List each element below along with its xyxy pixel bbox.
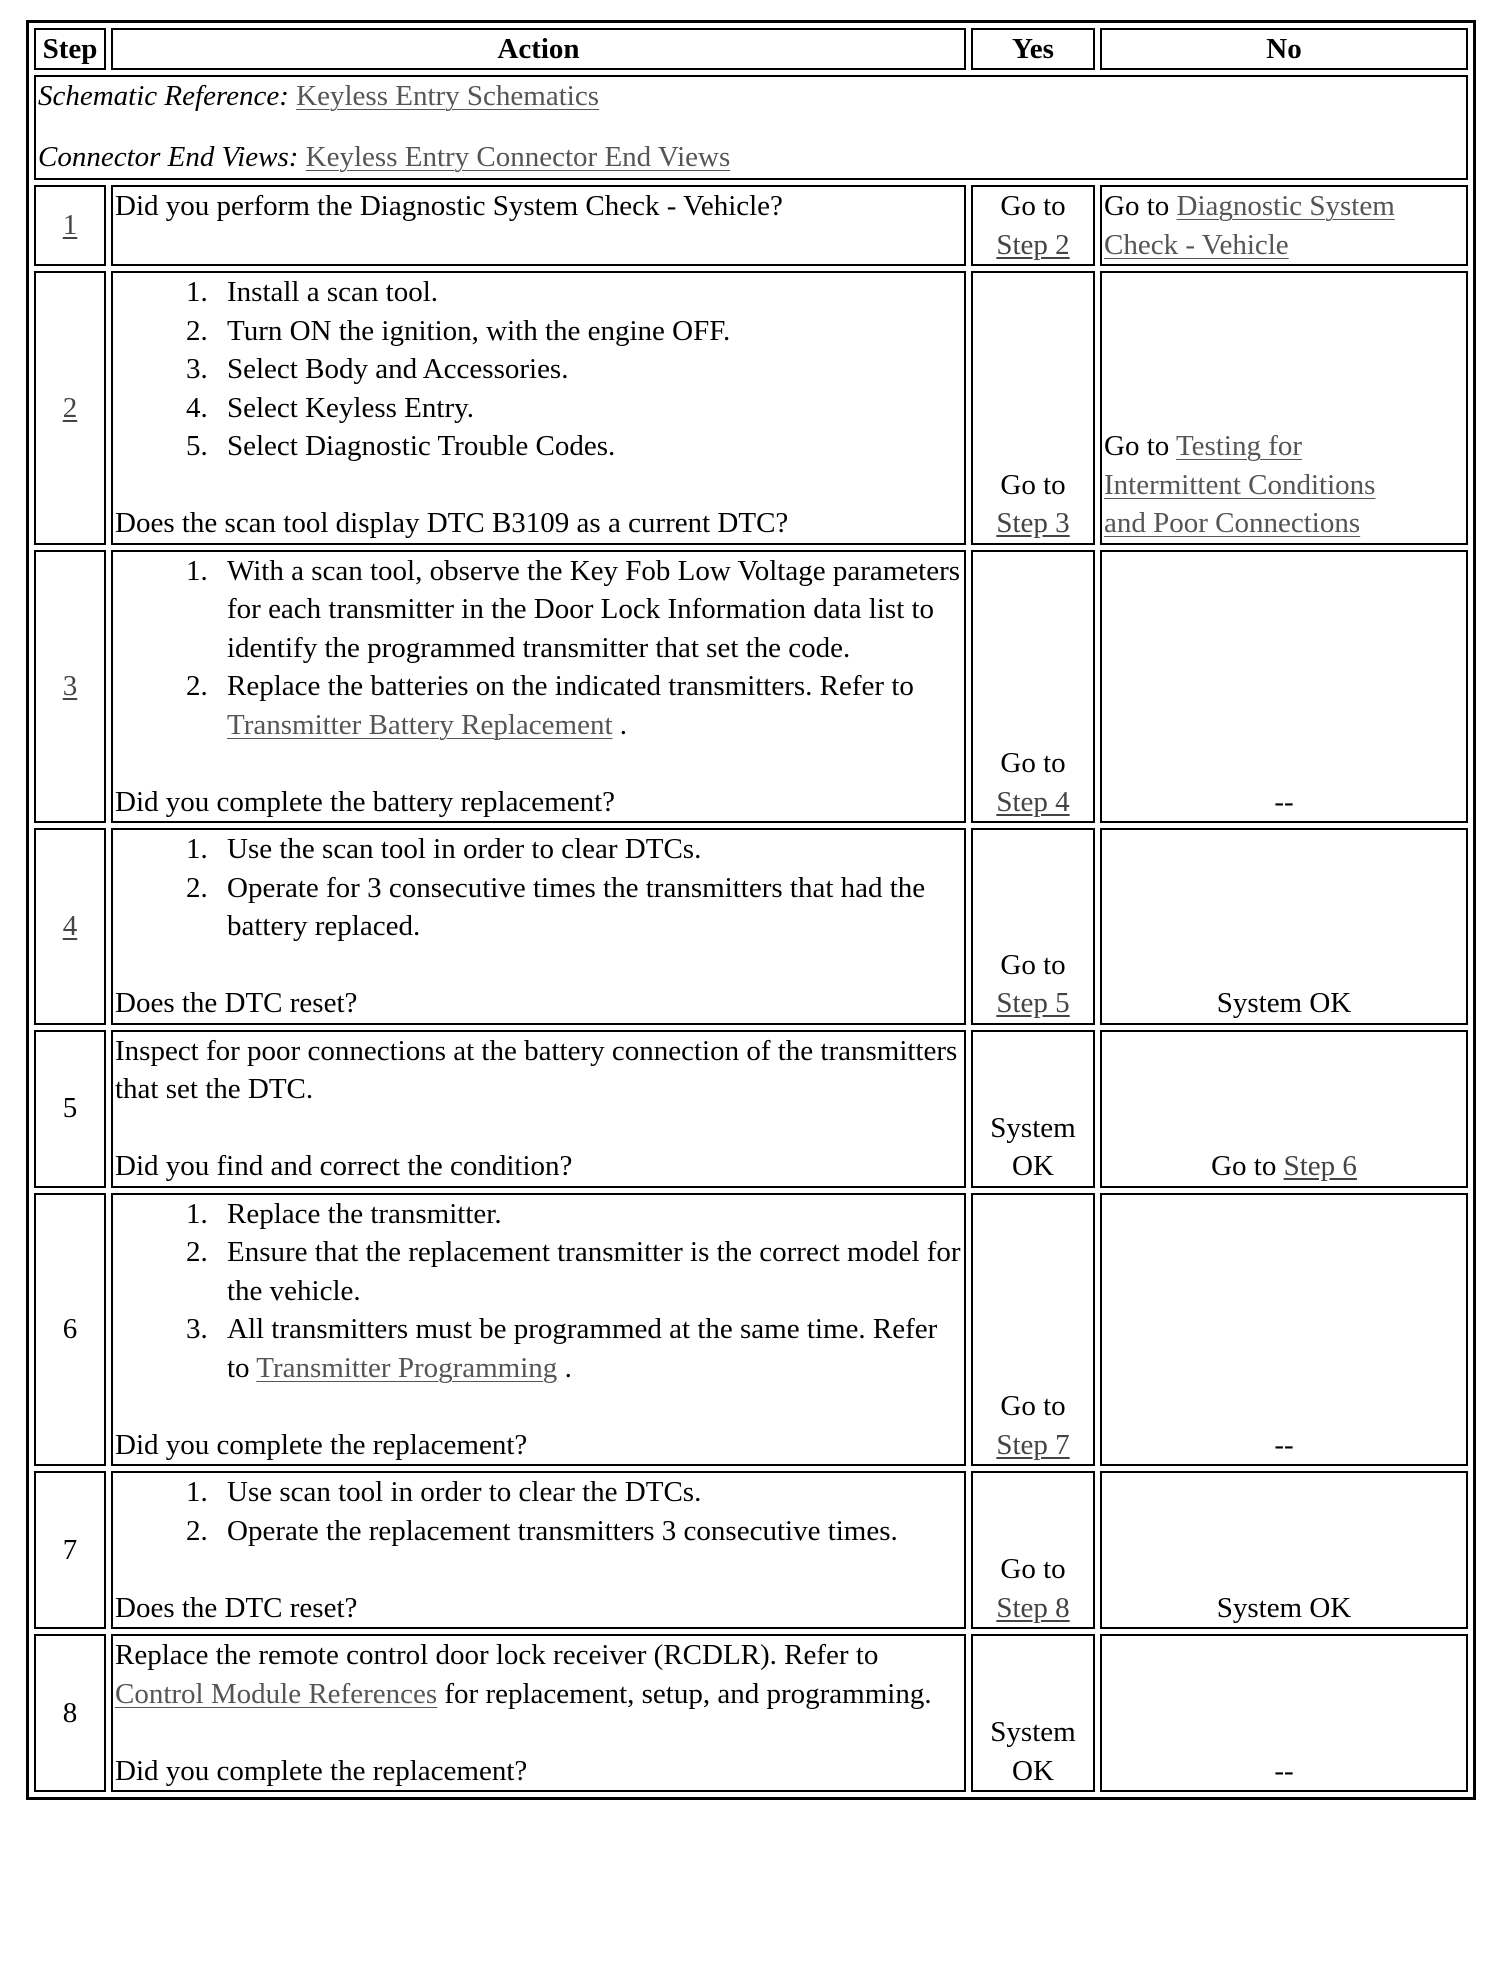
go-to-step-3-link[interactable]: Step 3 (996, 507, 1070, 539)
table-row (34, 271, 1468, 545)
transmitter-battery-replacement-link[interactable]: Transmitter Battery Replacement (227, 708, 613, 741)
connector-end-views-label: Connector End Views: (38, 140, 299, 173)
list-item-text: Replace the batteries on the indicated transmitters. Refer to (227, 670, 914, 702)
action-cell (111, 1634, 966, 1792)
action-text-start: Replace the remote control door lock receiver (RCDLR). Refer to (115, 1639, 879, 1671)
question-text: Did you find and correct the condition? (115, 1150, 573, 1182)
no-cell: -- (1100, 1193, 1468, 1467)
diagnostic-system-check-link[interactable]: Diagnostic System (1176, 190, 1395, 222)
keyless-entry-schematics-link[interactable]: Keyless Entry Schematics (296, 80, 599, 112)
question-text: Does the scan tool display DTC B3109 as a current DTC? (115, 507, 789, 539)
yes-cell (971, 550, 1095, 824)
list-item: 1. Install a scan tool. (215, 273, 962, 312)
list-item (215, 1310, 962, 1387)
list-item-text: All transmitters must be programmed at the same time. Refer to (227, 1313, 938, 1384)
no-go-to-text: Go to (1211, 1150, 1277, 1182)
action-cell (111, 1471, 966, 1629)
question-text: Did you complete the battery replacement? (115, 785, 616, 818)
list-item: 2. Ensure that the replacement transmitter is the correct model for the vehicle. (215, 1233, 962, 1310)
step-cell: 7 (34, 1471, 106, 1629)
table-row (34, 1471, 1468, 1629)
table-header-row (34, 28, 1468, 70)
diagnostic-table (26, 20, 1476, 1800)
header-step: Step (34, 28, 106, 70)
go-to-step-8-link[interactable]: Step 8 (996, 1591, 1070, 1624)
step-1-link[interactable]: 1 (62, 209, 78, 242)
go-to-step-6-link[interactable]: Step 6 (1283, 1150, 1357, 1182)
yes-go-to-text: Go to (1000, 1390, 1066, 1422)
testing-intermittent-conditions-link[interactable]: Testing for (1175, 430, 1303, 462)
list-item: 2. Operate for 3 consecutive times the transmitters that had the battery replaced. (215, 869, 962, 946)
testing-intermittent-conditions-link-line-2[interactable]: Intermittent Conditions (1104, 468, 1376, 501)
no-cell (1100, 1030, 1468, 1188)
keyless-entry-connector-end-views-link[interactable]: Keyless Entry Connector End Views (305, 140, 731, 173)
action-cell (111, 185, 966, 266)
list-item: 3. Select Body and Accessories. (215, 350, 962, 389)
action-list (115, 552, 962, 745)
step-cell (34, 828, 106, 1025)
table-row (34, 185, 1468, 266)
testing-intermittent-conditions-link-line-3[interactable]: and Poor Connections (1104, 507, 1361, 539)
table-row (34, 1030, 1468, 1188)
step-cell (34, 185, 106, 266)
step-cell: 8 (34, 1634, 106, 1792)
table-row (34, 550, 1468, 824)
yes-go-to-text: Go to (1000, 468, 1066, 501)
period-text: . (619, 708, 627, 741)
yes-text-line-2: OK (1012, 1754, 1054, 1787)
yes-go-to-text: Go to (1000, 1553, 1066, 1585)
no-cell: -- (1100, 1634, 1468, 1792)
yes-cell (971, 828, 1095, 1025)
reference-cell (34, 75, 1468, 180)
step-cell (34, 271, 106, 545)
yes-cell (971, 1030, 1095, 1188)
question-text: Did you complete the replacement? (115, 1428, 528, 1461)
yes-go-to-text: Go to (1000, 747, 1066, 779)
header-action: Action (111, 28, 966, 70)
diagnostic-system-check-link-line-2[interactable]: Check - Vehicle (1104, 228, 1289, 261)
yes-cell (971, 1193, 1095, 1467)
step-cell: 5 (34, 1030, 106, 1188)
list-item: 2. Turn ON the ignition, with the engine OFF. (215, 312, 962, 351)
list-item: 1. Replace the transmitter. (215, 1195, 962, 1234)
yes-go-to-text: Go to (1000, 190, 1066, 222)
no-cell (1100, 185, 1468, 266)
action-cell (111, 1030, 966, 1188)
header-yes: Yes (971, 28, 1095, 70)
go-to-step-5-link[interactable]: Step 5 (996, 987, 1070, 1019)
action-cell (111, 550, 966, 824)
yes-text-line-1: System (990, 1111, 1076, 1144)
step-cell (34, 550, 106, 824)
schematic-reference-label: Schematic Reference: (38, 80, 289, 112)
list-item: 1. Use scan tool in order to clear the DTCs. (215, 1473, 962, 1512)
yes-text-line-1: System (990, 1716, 1076, 1748)
table-row (34, 1634, 1468, 1792)
no-cell (1100, 271, 1468, 545)
list-item (215, 667, 962, 744)
no-go-to-text: Go to (1104, 190, 1170, 222)
step-2-link[interactable]: 2 (62, 391, 78, 424)
action-list (115, 1473, 962, 1550)
step-cell: 6 (34, 1193, 106, 1467)
list-item: 4. Select Keyless Entry. (215, 389, 962, 428)
list-item: 1. With a scan tool, observe the Key Fob Low Voltage parameters for each transmitter in the Door Lock Information data list to identify the programmed transmitter that set the code. (215, 552, 962, 668)
action-cell (111, 271, 966, 545)
question-text: Did you perform the Diagnostic System Check - Vehicle? (115, 190, 783, 222)
question-text: Does the DTC reset? (115, 1591, 358, 1624)
go-to-step-2-link[interactable]: Step 2 (996, 228, 1070, 261)
yes-cell (971, 271, 1095, 545)
go-to-step-4-link[interactable]: Step 4 (996, 785, 1070, 818)
yes-cell (971, 185, 1095, 266)
action-cell (111, 1193, 966, 1467)
question-text: Does the DTC reset? (115, 987, 358, 1019)
step-3-link[interactable]: 3 (62, 670, 78, 702)
list-item: 5. Select Diagnostic Trouble Codes. (215, 427, 962, 466)
period-text: . (564, 1351, 572, 1384)
action-text-end: for replacement, setup, and programming. (444, 1677, 932, 1710)
yes-text-line-2: OK (1012, 1150, 1054, 1182)
list-item: 1. Use the scan tool in order to clear DTCs. (215, 830, 962, 869)
action-list (115, 830, 962, 946)
yes-cell (971, 1634, 1095, 1792)
action-text: Inspect for poor connections at the battery connection of the transmitters that set the DTC. (115, 1034, 958, 1105)
action-text (115, 1636, 962, 1713)
table-row (34, 828, 1468, 1025)
no-go-to-text: Go to (1104, 430, 1170, 462)
reference-row (34, 75, 1468, 180)
no-cell: -- (1100, 550, 1468, 824)
header-no: No (1100, 28, 1468, 70)
go-to-step-7-link[interactable]: Step 7 (996, 1428, 1070, 1461)
step-4-link[interactable]: 4 (62, 910, 78, 942)
action-list (115, 1195, 962, 1388)
no-cell: System OK (1100, 828, 1468, 1025)
action-cell (111, 828, 966, 1025)
control-module-references-link[interactable]: Control Module References (115, 1677, 438, 1710)
transmitter-programming-link[interactable]: Transmitter Programming (256, 1351, 558, 1384)
yes-go-to-text: Go to (1000, 948, 1066, 981)
diagnostic-table-wrapper (26, 20, 1476, 1800)
action-list (115, 273, 962, 466)
yes-cell (971, 1471, 1095, 1629)
no-cell: System OK (1100, 1471, 1468, 1629)
table-row (34, 1193, 1468, 1467)
question-text: Did you complete the replacement? (115, 1754, 528, 1787)
list-item: 2. Operate the replacement transmitters 3 consecutive times. (215, 1512, 962, 1551)
